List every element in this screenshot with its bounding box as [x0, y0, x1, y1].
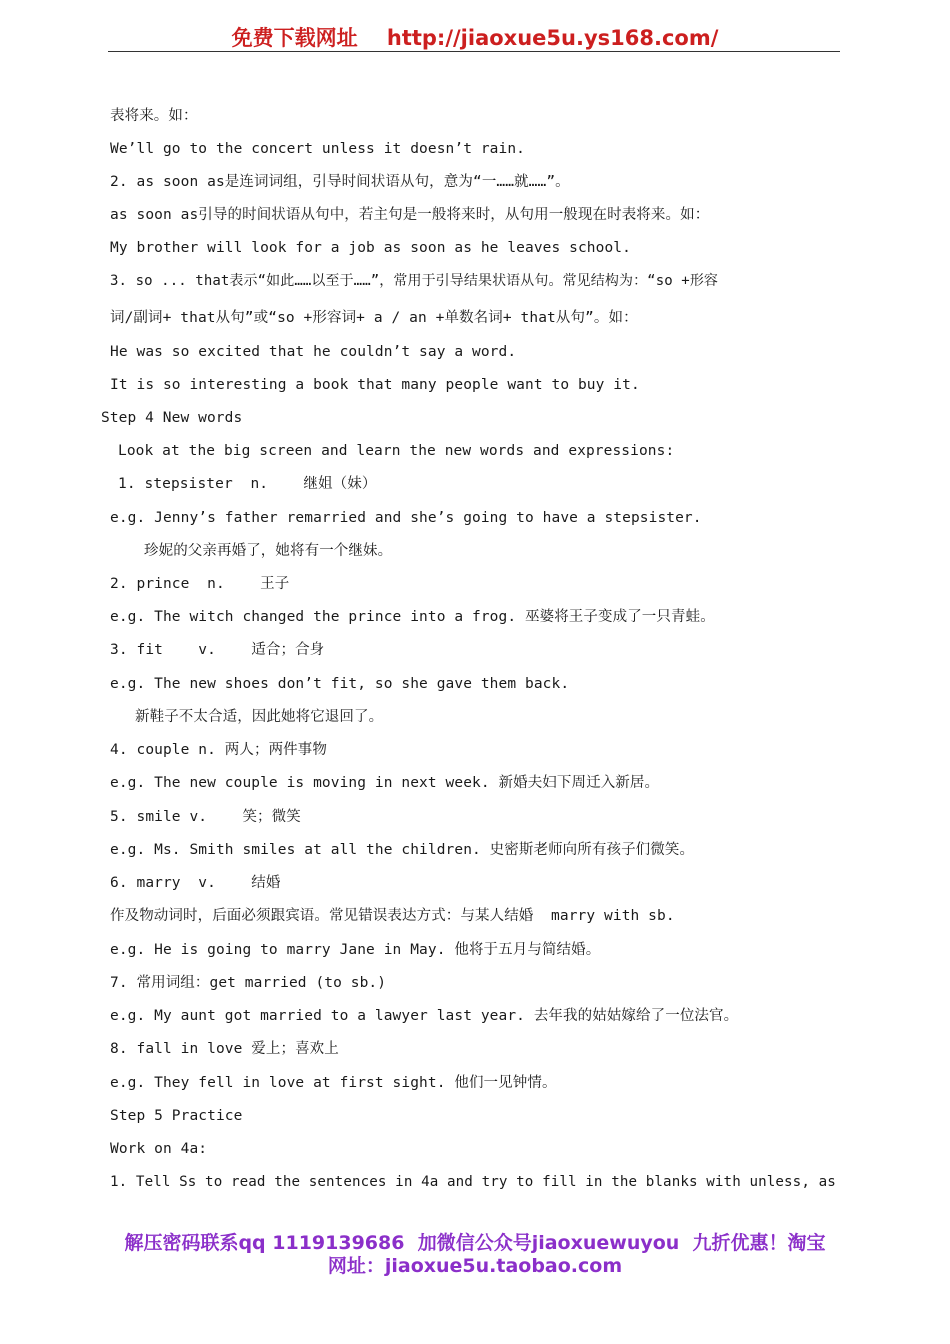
text-line: 表将来。如： — [110, 108, 198, 124]
text-line: 词/副词+ that从句”或“so +形容词+ a / an +单数名词+ that从句”。如： — [110, 310, 638, 326]
example-sentence: e.g. Jenny’s father remarried and she’s going to have a stepsister. — [110, 510, 702, 526]
example-translation: 珍妮的父亲再婚了，她将有一个继妹。 — [144, 543, 393, 559]
text-line: My brother will look for a job as soon as he leaves school. — [110, 240, 631, 256]
text-line: He was so excited that he couldn’t say a word. — [110, 344, 517, 360]
example-sentence: e.g. The witch changed the prince into a frog. 巫婆将王子变成了一只青蛙。 — [110, 609, 715, 625]
example-sentence: e.g. Ms. Smith smiles at all the children. 史密斯老师向所有孩子们微笑。 — [110, 842, 695, 858]
header-label: 免费下载网址 — [231, 26, 358, 50]
text-line: as soon as引导的时间状语从句中，若主句是一般将来时，从句用一般现在时表将来。如： — [110, 207, 710, 223]
vocab-item: 3. fit v. 适合；合身 — [110, 642, 325, 658]
vocab-item: 2. prince n. 王子 — [110, 576, 290, 592]
example-sentence: e.g. They fell in love at first sight. 他们一见钟情。 — [110, 1075, 557, 1091]
header-url[interactable]: http://jiaoxue5u.ys168.com/ — [386, 26, 719, 50]
text-line: It is so interesting a book that many people want to buy it. — [110, 377, 640, 393]
footer-contact: 解压密码联系qq 1119139686 加微信公众号jiaoxuewuyou 九折优惠！淘宝 — [124, 1232, 826, 1254]
step-heading: Step 5 Practice — [110, 1108, 243, 1124]
example-sentence: e.g. He is going to marry Jane in May. 他将于五月与简结婚。 — [110, 942, 601, 958]
vocab-item: 8. fall in love 爱上；喜欢上 — [110, 1041, 339, 1057]
example-sentence: e.g. My aunt got married to a lawyer last year. 去年我的姑姑嫁给了一位法官。 — [110, 1008, 739, 1024]
vocab-item: 4. couple n. 两人；两件事物 — [110, 742, 327, 758]
vocab-item: 5. smile v. 笑；微笑 — [110, 809, 301, 825]
example-translation: 新鞋子不太合适，因此她将它退回了。 — [135, 709, 384, 725]
vocab-item: 1. stepsister n. 继姐（妹） — [118, 476, 377, 492]
step-heading: Step 4 New words — [101, 410, 243, 426]
vocab-item: 6. marry v. 结婚 — [110, 875, 281, 891]
text-line: 3. so ... that表示“如此……以至于……”，常用于引导结果状语从句。常见结构为：“so +形容 — [110, 273, 719, 289]
text-line: 2. as soon as是连词词组，引导时间状语从句，意为“一……就……”。 — [110, 174, 570, 190]
example-sentence: e.g. The new shoes don’t fit, so she gave them back. — [110, 676, 570, 692]
text-line: 作及物动词时，后面必须跟宾语。常见错误表达方式：与某人结婚 marry with sb. — [110, 908, 675, 924]
footer-shop-url[interactable]: 网址：jiaoxue5u.taobao.com — [327, 1255, 623, 1277]
text-line: 1. Tell Ss to read the sentences in 4a and try to fill in the blanks with unless, as — [110, 1174, 836, 1190]
text-line: Look at the big screen and learn the new words and expressions: — [118, 443, 675, 459]
text-line: We’ll go to the concert unless it doesn’t rain. — [110, 141, 525, 157]
vocab-item: 7. 常用词组：get married (to sb.) — [110, 975, 387, 991]
example-sentence: e.g. The new couple is moving in next week. 新婚夫妇下周迁入新居。 — [110, 775, 660, 791]
text-line: Work on 4a: — [110, 1141, 208, 1157]
